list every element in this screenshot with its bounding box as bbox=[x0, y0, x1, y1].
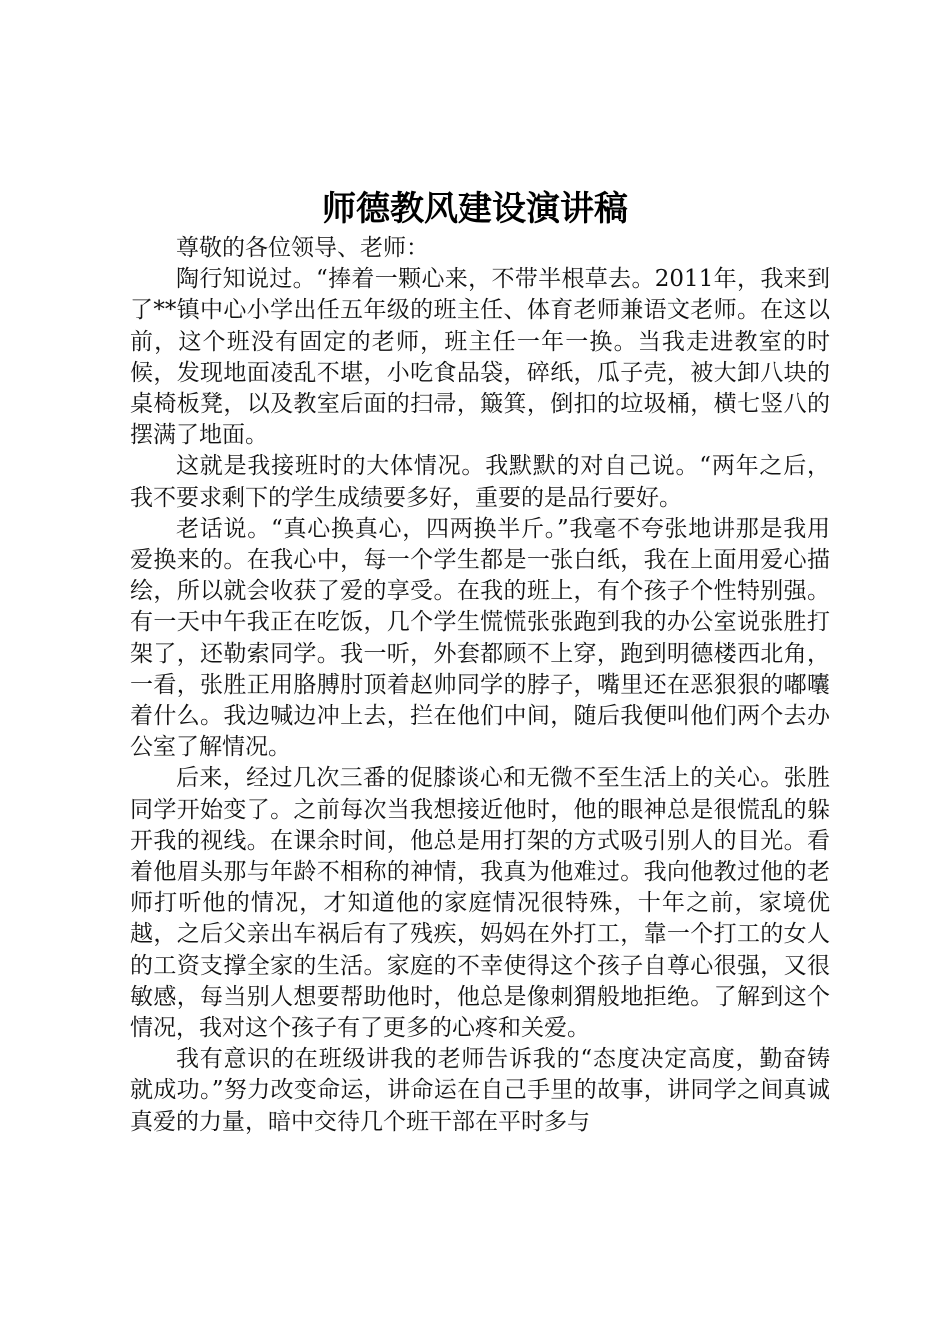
body-paragraph: 老话说。“真心换真心，四两换半斤。”我毫不夸张地讲那是我用爱换来的。在我心中，每一个学生都是一张白纸，我在上面用爱心描绘，所以就会收获了爱的享受。在我的班上，有个孩子个性特别强。有一天中午我正在吃饭，几个学生慌慌张张跑到我的办公室说张胜打架了，还勒索同学。我一听，外套都顾不上穿，跑到明德楼西北角，一看，张胜正用胳膊肘顶着赵帅同学的脖子，嘴里还在恶狠狠的嘟囔着什么。我边喊边冲上去，拦在他们中间，随后我便叫他们两个去办公室了解情况。 bbox=[130, 515, 830, 761]
body-paragraph: 后来，经过几次三番的促膝谈心和无微不至生活上的关心。张胜同学开始变了。之前每次当我想接近他时，他的眼神总是很慌乱的躲开我的视线。在课余时间，他总是用打架的方式吸引别人的目光。看着他眉头那与年龄不相称的神情，我真为他难过。我向他教过他的老师打听他的情况，才知道他的家庭情况很特殊，十年之前，家境优越，之后父亲出车祸后有了残疾，妈妈在外打工，靠一个打工的女人的工资支撑全家的生活。家庭的不幸使得这个孩子自尊心很强，又很敏感，每当别人想要帮助他时，他总是像刺猬般地拒绝。了解到这个情况，我对这个孩子有了更多的心疼和关爱。 bbox=[130, 765, 830, 1042]
body-paragraph: 这就是我接班时的大体情况。我默默的对自己说。“两年之后，我不要求剩下的学生成绩要多好，重要的是品行要好。 bbox=[130, 453, 830, 511]
body-paragraph: 陶行知说过。“捧着一颗心来，不带半根草去。2011年，我来到了**镇中心小学出任五年级的班主任、体育老师兼语文老师。在这以前，这个班没有固定的老师，班主任一年一换。当我走进教室的时候，发现地面凌乱不堪，小吃食品袋，碎纸，瓜子壳，被大卸八块的桌椅板凳，以及教室后面的扫帚，簸箕，倒扣的垃圾桶，横七竖八的摆满了地面。 bbox=[130, 266, 830, 449]
body-paragraph: 我有意识的在班级讲我的老师告诉我的“态度决定高度，勤奋铸就成功。”努力改变命运，讲命运在自己手里的故事，讲同学之间真诚真爱的力量，暗中交待几个班干部在平时多与 bbox=[130, 1046, 830, 1135]
salutation-paragraph: 尊敬的各位领导、老师： bbox=[176, 235, 429, 261]
document-title: 师德教风建设演讲稿 bbox=[322, 189, 628, 229]
document-body bbox=[130, 233, 830, 1138]
